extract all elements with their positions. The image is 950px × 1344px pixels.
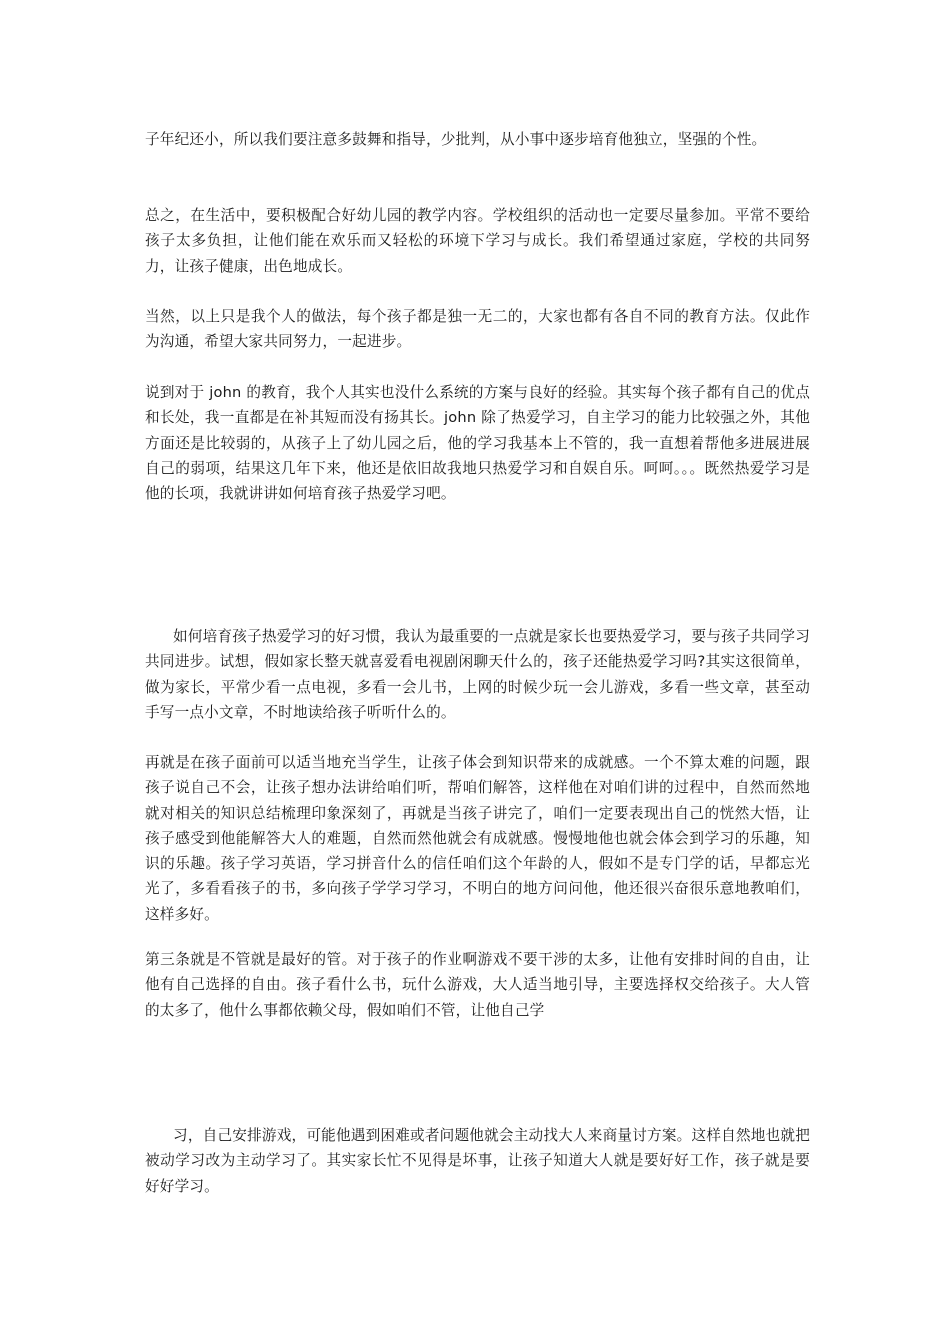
paragraph-1: 子年纪还小，所以我们要注意多鼓舞和指导，少批判，从小事中逐步培育他独立，坚强的个性。	[145, 131, 767, 148]
paragraph-4: 说到对于 john 的教育，我个人其实也没什么系统的方案与良好的经验。其实每个孩子都有自己的优点和长处，我一直都是在补其短而没有扬其长。john 除了热爱学习，自主学习的能力比较强之外，其他方面还是比较弱的，从孩子上了幼儿园之后，他的学习我基本上不管的，我一直想着帮他多进展进展自己的弱项，结果这几年下来，他还是依旧故我地只热爱学习和自娱自乐。呵呵。。。既然热爱学习是他的长项，我就讲讲如何培育孩子热爱学习吧。	[145, 384, 810, 503]
paragraph-2: 总之，在生活中，要积极配合好幼儿园的教学内容。学校组织的活动也一定要尽量参加。平常不要给孩子太多负担，让他们能在欢乐而又轻松的环境下学习与成长。我们希望通过家庭，学校的共同努力，让孩子健康，出色地成长。	[145, 207, 810, 275]
paragraph-8: 习，自己安排游戏，可能他遇到困难或者问题他就会主动找大人来商量讨方案。这样自然地也就把被动学习改为主动学习了。其实家长忙不见得是坏事，让孩子知道大人就是要好好工作，孩子就是要好好学习。	[145, 1127, 810, 1195]
paragraph-7: 第三条就是不管就是最好的管。对于孩子的作业啊游戏不要干涉的太多，让他有安排时间的自由，让他有自己选择的自由。孩子看什么书，玩什么游戏，大人适当地引导，主要选择权交给孩子。大人管的太多了，他什么事都依赖父母，假如咱们不管，让他自己学	[145, 951, 810, 1019]
paragraph-6: 再就是在孩子面前可以适当地充当学生，让孩子体会到知识带来的成就感。一个不算太难的问题，跟孩子说自己不会，让孩子想办法讲给咱们听，帮咱们解答，这样他在对咱们讲的过程中，自然而然地就对相关的知识总结梳理印象深刻了，再就是当孩子讲完了，咱们一定要表现出自己的恍然大悟，让孩子感受到他能解答大人的难题，自然而然他就会有成就感。慢慢地他也就会体会到学习的乐趣，知识的乐趣。孩子学习英语，学习拼音什么的信任咱们这个年龄的人，假如不是专门学的话，早都忘光光了，多看看孩子的书，多向孩子学学习学习，不明白的地方问问他，他还很兴奋很乐意地教咱们，这样多好。	[145, 754, 810, 923]
paragraph-5: 如何培育孩子热爱学习的好习惯，我认为最重要的一点就是家长也要热爱学习，要与孩子共同学习共同进步。试想，假如家长整天就喜爱看电视剧闲聊天什么的，孩子还能热爱学习吗?其实这很简单，做为家长，平常少看一点电视，多看一会儿书，上网的时候少玩一会儿游戏，多看一些文章，甚至动手写一点小文章，不时地读给孩子听听什么的。	[145, 628, 810, 721]
paragraph-3: 当然，以上只是我个人的做法，每个孩子都是独一无二的，大家也都有各自不同的教育方法。仅此作为沟通，希望大家共同努力，一起进步。	[145, 308, 810, 351]
